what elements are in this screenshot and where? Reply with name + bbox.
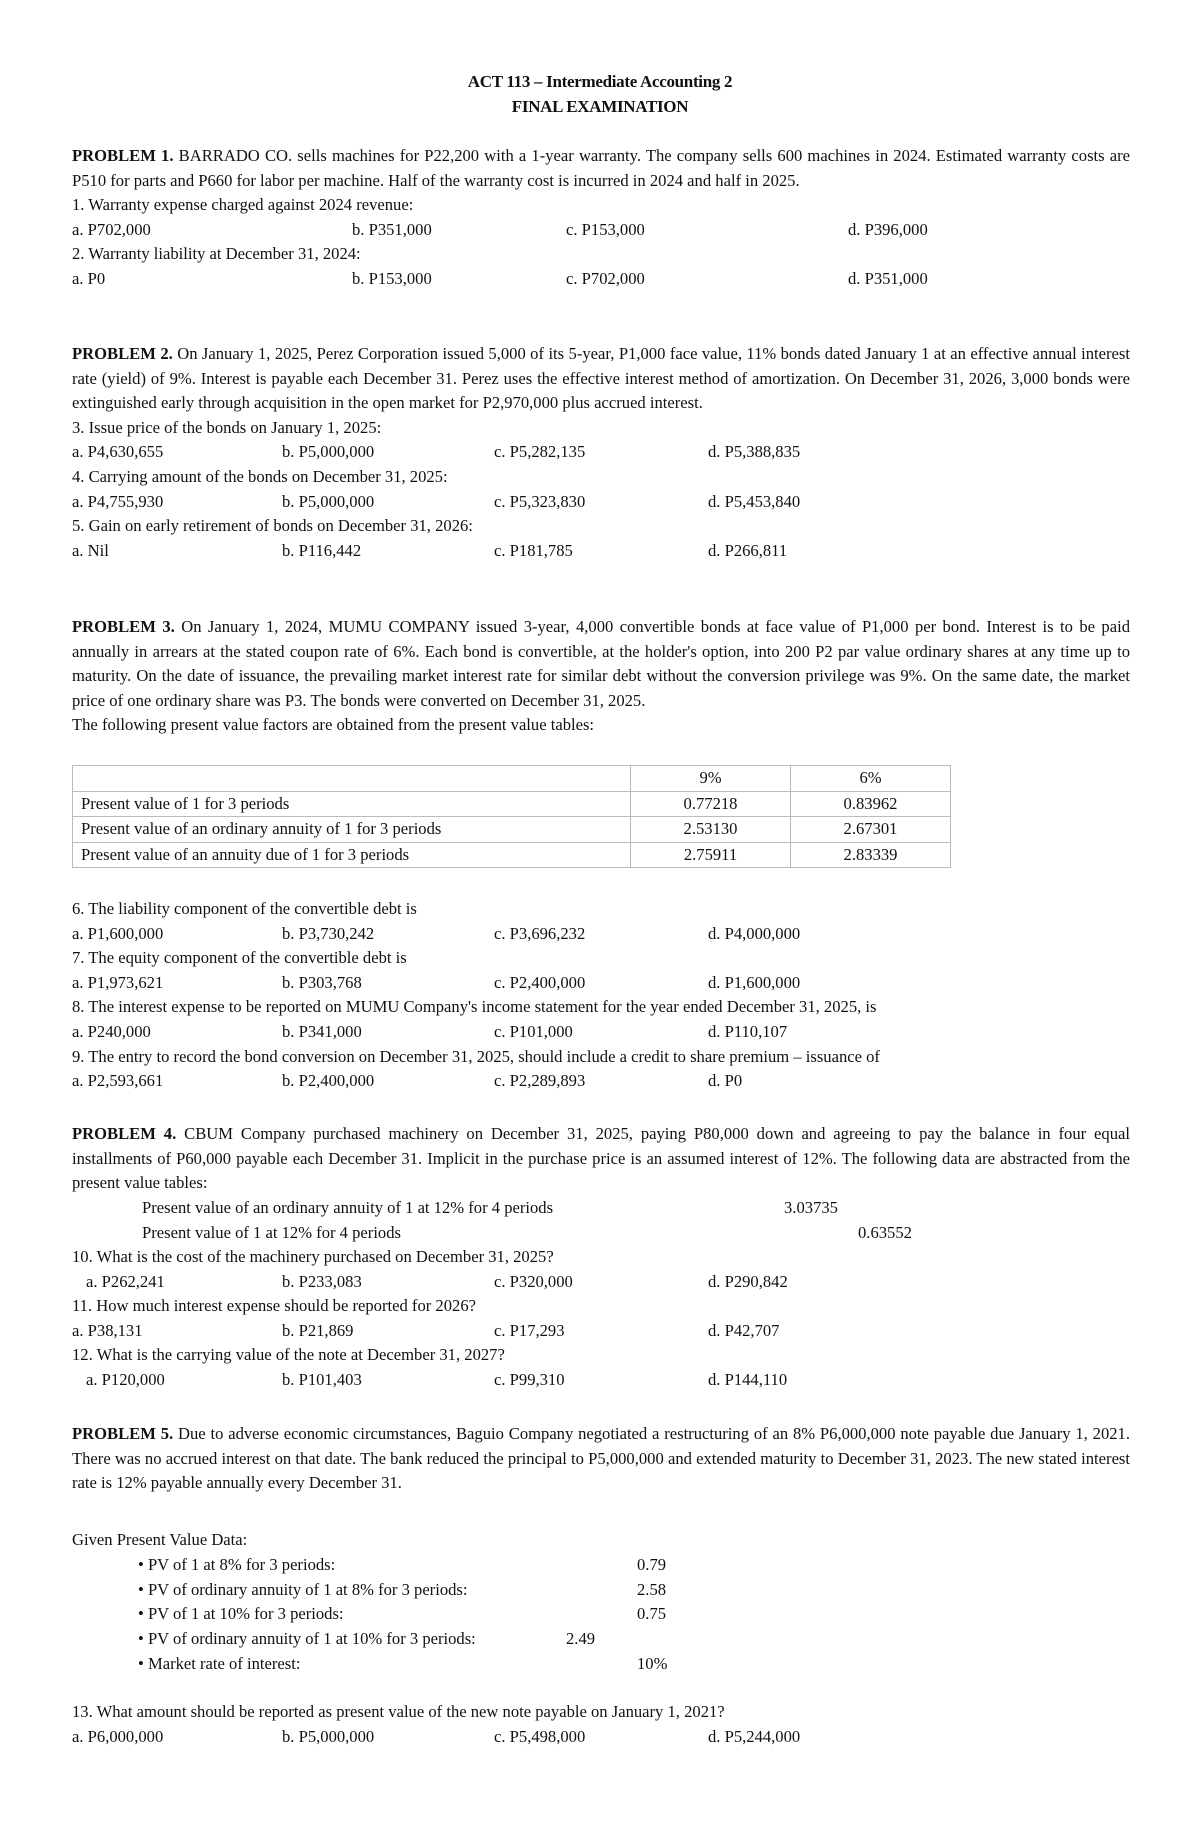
question-3: 3. Issue price of the bonds on January 1, 2025: (72, 417, 382, 437)
table-cell: 0.77218 (631, 791, 791, 817)
option-c: c. P5,498,000 (494, 1726, 586, 1746)
problem-3-text: PROBLEM 3. On January 1, 2024, MUMU COMPANY issued 3-year, 4,000 convertible bonds at face value of P1,000 per bond. Interest is to be paid annually in arrears at the stated coupon rate of 6%. Each bond is convertible, at the holder's option, into 200 P2 par value ordinary shares at any time up to maturity. On the date of issuance, the prevailing market interest rate for similar debt without the conversion privilege was 9%. On the same date, the market price of one ordinary share was P3. The bonds were converted on December 31, 2025. (72, 617, 1130, 710)
option-d: d. P5,388,835 (708, 442, 801, 462)
option-c: c. P5,323,830 (494, 491, 586, 511)
question-13: 13. What amount should be reported as present value of the new note payable on January 1, 2021? (72, 1702, 725, 1721)
table-cell: 0.83962 (791, 791, 951, 817)
problem-2-title: PROBLEM 2. (72, 344, 173, 363)
question-1: 1. Warranty expense charged against 2024 revenue: (72, 195, 414, 215)
option-c: c. P17,293 (494, 1320, 565, 1340)
question-2: 2. Warranty liability at December 31, 2024: (72, 244, 361, 264)
option-d: d. P351,000 (848, 268, 928, 288)
table-header-row (73, 766, 951, 792)
option-c: c. P320,000 (494, 1271, 573, 1291)
problem-2-text: PROBLEM 2. On January 1, 2025, Perez Corporation issued 5,000 of its 5-year, P1,000 face value, 11% bonds dated January 1 at an effective annual interest rate (yield) of 9%. Interest is payable each December 31. Perez uses the effective interest method of amortization. On December 31, 2026, 3,000 bonds were extinguished early through acquisition in the open market for P2,970,000 plus accrued interest. (72, 344, 1130, 413)
table-cell: 2.53130 (631, 817, 791, 843)
pv-item-value: 2.49 (566, 1629, 596, 1648)
question-5-options (72, 539, 1130, 564)
option-a: a. P38,131 (72, 1320, 143, 1340)
table-row (73, 842, 951, 868)
problem-4-questions (72, 1245, 1130, 1393)
question-3-options (72, 440, 1130, 465)
problem-1 (72, 144, 1130, 292)
problem-2 (72, 342, 1130, 563)
option-c: c. P99,310 (494, 1369, 565, 1389)
option-c: c. P2,289,893 (494, 1071, 586, 1091)
option-a: a. P1,600,000 (72, 923, 164, 943)
table-header-cell: 9% (631, 766, 791, 792)
pv-factors-table (72, 765, 951, 868)
problem-4-title: PROBLEM 4. (72, 1124, 177, 1143)
option-a: a. P0 (72, 268, 106, 288)
option-c: c. P2,400,000 (494, 972, 586, 992)
question-12: 12. What is the carrying value of the note at December 31, 2027? (72, 1345, 505, 1365)
option-c: c. P101,000 (494, 1021, 573, 1041)
option-b: b. P153,000 (352, 268, 432, 288)
option-b: b. P5,000,000 (282, 442, 375, 462)
option-c: c. P702,000 (566, 268, 645, 288)
question-6: 6. The liability component of the convertible debt is (72, 899, 417, 918)
option-a: a. P1,973,621 (72, 972, 164, 992)
option-d: d. P110,107 (708, 1021, 788, 1041)
problem-5-questions (72, 1700, 1130, 1749)
table-cell: 2.67301 (791, 817, 951, 843)
question-8-options (72, 1020, 1130, 1045)
exam-title: FINAL EXAMINATION (511, 97, 689, 116)
table-cell: 2.83339 (791, 842, 951, 868)
pv-item-label: • Market rate of interest: (138, 1654, 301, 1673)
option-b: b. P21,869 (282, 1320, 354, 1340)
option-a: a. P2,593,661 (72, 1071, 164, 1091)
pv-item-label: • PV of ordinary annuity of 1 at 10% for 3 periods: (138, 1629, 476, 1648)
problem-4 (72, 1122, 1130, 1196)
question-7-options (72, 971, 1130, 996)
option-b: b. P5,000,000 (282, 1726, 375, 1746)
pv-item-value: 0.75 (637, 1604, 667, 1623)
option-d: d. P1,600,000 (708, 972, 801, 992)
table-cell: Present value of 1 for 3 periods (73, 791, 631, 817)
question-1-options (72, 218, 1130, 243)
problem-5 (72, 1422, 1130, 1496)
option-b: b. P303,768 (282, 972, 362, 992)
question-4-options (72, 490, 1130, 515)
problem-4-text: PROBLEM 4. CBUM Company purchased machinery on December 31, 2025, paying P80,000 down and agreeing to pay the balance in four equal installments of P60,000 payable each December 31. Implicit in the purchase price is an assumed interest of 12%. The following data are abstracted from the present value tables: (72, 1124, 1130, 1193)
option-a: a. P6,000,000 (72, 1726, 164, 1746)
question-11: 11. How much interest expense should be reported for 2026? (72, 1296, 476, 1316)
option-a: a. Nil (72, 540, 109, 560)
table-row (73, 817, 951, 843)
table-header-cell: 6% (791, 766, 951, 792)
question-5: 5. Gain on early retirement of bonds on December 31, 2026: (72, 516, 473, 536)
question-10: 10. What is the cost of the machinery purchased on December 31, 2025? (72, 1247, 554, 1266)
option-b: b. P341,000 (282, 1021, 362, 1041)
problem-3 (72, 615, 1130, 738)
pv-item-value: 10% (637, 1654, 668, 1673)
question-2-options (72, 267, 1130, 292)
question-13-options (72, 1725, 1130, 1750)
option-d: d. P5,453,840 (708, 491, 801, 511)
table-row (73, 791, 951, 817)
problem-3-questions (72, 897, 1130, 1094)
question-9-options (72, 1069, 1130, 1094)
option-b: b. P233,083 (282, 1271, 362, 1291)
option-d: d. P5,244,000 (708, 1726, 801, 1746)
table-cell: 2.75911 (631, 842, 791, 868)
table-cell: Present value of an ordinary annuity of 1 for 3 periods (73, 817, 631, 843)
pv-annuity-value: 3.03735 (784, 1198, 838, 1217)
option-a: a. P702,000 (72, 219, 151, 239)
option-b: b. P116,442 (282, 540, 362, 560)
option-d: d. P0 (708, 1071, 743, 1091)
question-11-options (72, 1319, 1130, 1344)
pv-item-value: 0.79 (637, 1555, 667, 1574)
pv-single-value: 0.63552 (858, 1223, 912, 1242)
table-header-cell (73, 766, 631, 792)
question-8: 8. The interest expense to be reported on MUMU Company's income statement for the year ended December 31, 2025, is (72, 997, 877, 1017)
option-d: d. P290,842 (708, 1271, 788, 1291)
course-title: ACT 113 – Intermediate Accounting 2 (467, 72, 733, 91)
pv-single-label: Present value of 1 at 12% for 4 periods (142, 1223, 401, 1242)
option-c: c. P181,785 (494, 540, 573, 560)
table-cell: Present value of an annuity due of 1 for 3 periods (73, 842, 631, 868)
pv-item-label: • PV of 1 at 8% for 3 periods: (138, 1555, 336, 1574)
option-a: a. P4,630,655 (72, 442, 164, 462)
question-7: 7. The equity component of the convertible debt is (72, 948, 407, 968)
option-c: c. P3,696,232 (494, 923, 586, 943)
problem-5-text: PROBLEM 5. Due to adverse economic circumstances, Baguio Company negotiated a restructuring of an 8% P6,000,000 note payable due January 1, 2021. There was no accrued interest on that date. The bank reduced the principal to P5,000,000 and extended maturity to December 31, 2023. The new stated interest rate is 12% payable annually every December 31. (72, 1424, 1130, 1493)
problem-1-title: PROBLEM 1. (72, 146, 174, 165)
option-b: b. P351,000 (352, 219, 432, 239)
option-d: d. P144,110 (708, 1369, 788, 1389)
option-a: a. P240,000 (72, 1021, 151, 1041)
problem-1-text: PROBLEM 1. BARRADO CO. sells machines for P22,200 with a 1-year warranty. The company sells 600 machines in 2024. Estimated warranty costs are P510 for parts and P660 for labor per machine. Half of the warranty cost is incurred in 2024 and half in 2025. (72, 146, 1130, 190)
pv-item-label: • PV of 1 at 10% for 3 periods: (138, 1604, 344, 1623)
pv-item-value: 2.58 (637, 1580, 667, 1599)
option-a: a. P120,000 (86, 1369, 165, 1389)
option-c: c. P5,282,135 (494, 442, 586, 462)
given-pv-heading: Given Present Value Data: (72, 1530, 248, 1549)
option-b: b. P101,403 (282, 1369, 362, 1389)
option-b: b. P5,000,000 (282, 491, 375, 511)
option-d: d. P42,707 (708, 1320, 780, 1340)
problem-5-title: PROBLEM 5. (72, 1424, 174, 1443)
option-a: a. P4,755,930 (72, 491, 164, 511)
option-d: d. P4,000,000 (708, 923, 801, 943)
option-c: c. P153,000 (566, 219, 645, 239)
question-12-options (72, 1368, 1130, 1393)
option-a: a. P262,241 (86, 1271, 165, 1291)
pv-item-label: • PV of ordinary annuity of 1 at 8% for 3 periods: (138, 1580, 468, 1599)
question-9: 9. The entry to record the bond conversion on December 31, 2025, should include a credit to share premium – issuance of (72, 1046, 880, 1066)
question-10-options (72, 1270, 1130, 1295)
question-4: 4. Carrying amount of the bonds on December 31, 2025: (72, 466, 448, 486)
option-b: b. P2,400,000 (282, 1071, 375, 1091)
option-d: d. P266,811 (708, 540, 788, 560)
option-d: d. P396,000 (848, 219, 928, 239)
option-b: b. P3,730,242 (282, 923, 375, 943)
table-intro: The following present value factors are obtained from the present value tables: (72, 715, 595, 735)
question-6-options (72, 922, 1130, 947)
pv-annuity-label: Present value of an ordinary annuity of 1 at 12% for 4 periods (142, 1198, 554, 1217)
problem-3-title: PROBLEM 3. (72, 617, 175, 636)
